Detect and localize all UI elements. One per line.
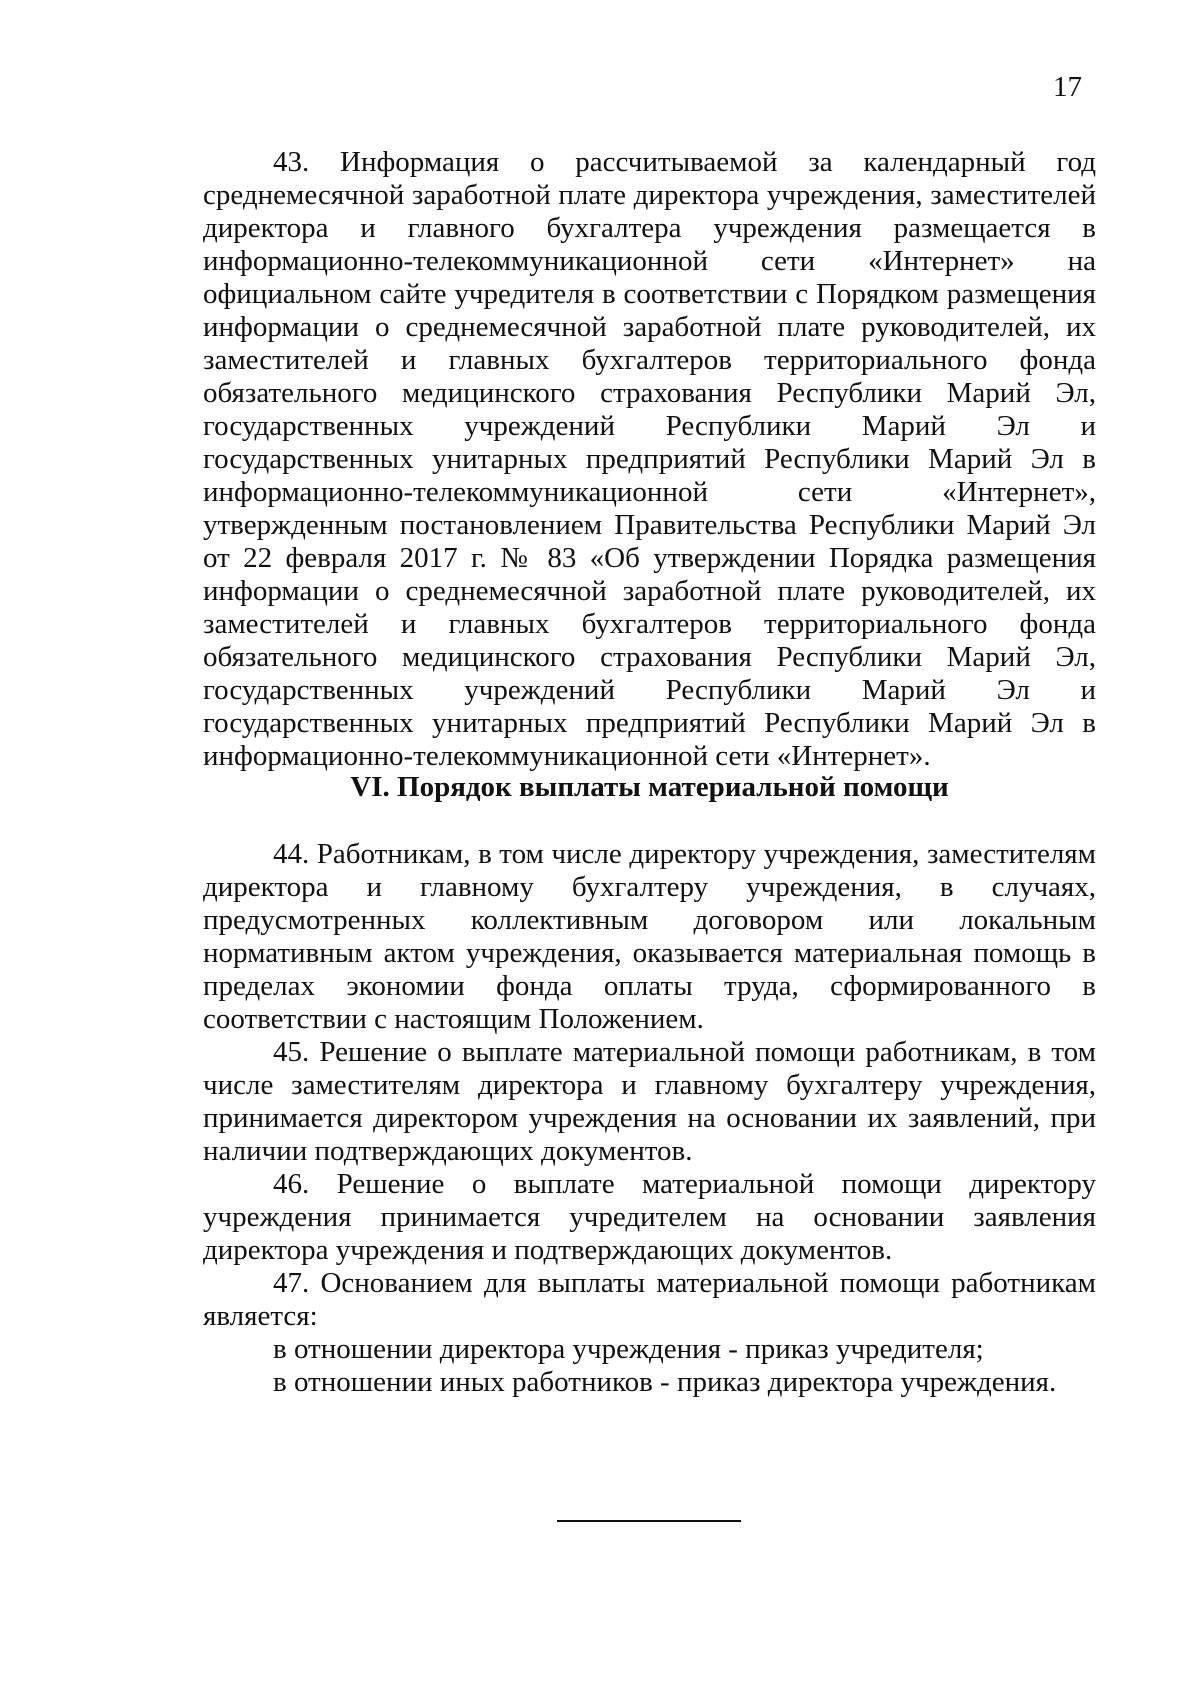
page-number: 17	[1053, 71, 1082, 103]
paragraph-47-item-2: в отношении иных работников - приказ директора учреждения.	[273, 1366, 1057, 1398]
paragraph-47: 47. Основанием для выплаты материальной помощи работникам является:	[203, 1267, 1096, 1332]
paragraph-45: 45. Решение о выплате материальной помощи работникам, в том числе заместителям директора и главному бухгалтеру учреждения, принимается директором учреждения на основании их заявлений, при наличии подтверждающих документов.	[203, 1036, 1096, 1167]
paragraph-43: 43. Информация о рассчитываемой за календарный год среднемесячной заработной плате директора учреждения, заместителей директора и главного бухгалтера учреждения размещается в информационно-телекоммуникационной сети «Интернет» на официальном сайте учредителя в соответствии с Порядком размещения информации о среднемесячной заработной плате руководителей, их заместителей и главных бухгалтеров территориального фонда обязательного медицинского страхования Республики Марий Эл, государственных учреждений Республики Марий Эл и государственных унитарных предприятий Республики Марий Эл в информационно-телекоммуникационной сети «Интернет», утвержденным постановлением Правительства Республики Марий Эл от 22 февраля 2017 г. № 83 «Об утверждении Порядка размещения информации о среднемесячной заработной плате руководителей, их заместителей и главных бухгалтеров территориального фонда обязательного медицинского страхования Республики Марий Эл, государственных учреждений Республики Марий Эл и государственных унитарных предприятий Республики Марий Эл в информационно-телекоммуникационной сети «Интернет».	[203, 146, 1096, 772]
end-of-document-rule	[557, 1520, 741, 1522]
paragraph-block-44-47	[203, 838, 1096, 1399]
paragraph-44: 44. Работникам, в том числе директору учреждения, заместителям директора и главному бухгалтеру учреждения, в случаях, предусмотренных коллективным договором или локальным нормативным актом учреждения, оказывается материальная помощь в пределах экономии фонда оплаты труда, сформированного в соответствии с настоящим Положением.	[203, 838, 1096, 1035]
paragraph-47-item-1: в отношении директора учреждения - приказ учредителя;	[273, 1333, 984, 1365]
paragraph-46: 46. Решение о выплате материальной помощи директору учреждения принимается учредителем на основании заявления директора учреждения и подтверждающих документов.	[203, 1168, 1096, 1266]
section-heading: VI. Порядок выплаты материальной помощи	[350, 771, 949, 803]
paragraph-block-43	[203, 146, 1096, 773]
